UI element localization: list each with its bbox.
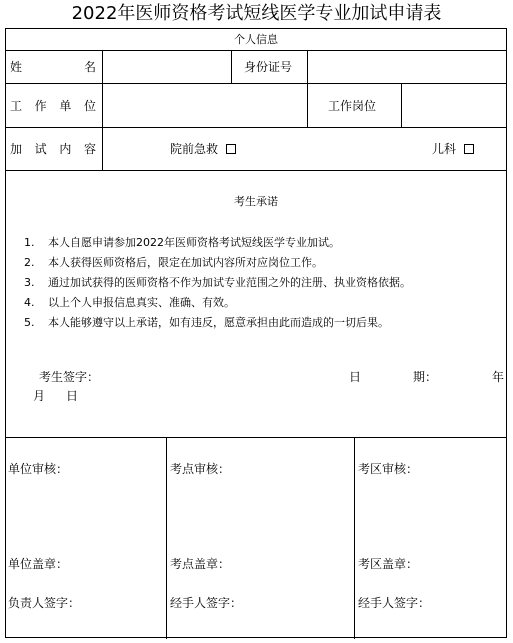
option-pediatrics[interactable]: 儿科 bbox=[432, 142, 474, 156]
id-number-field[interactable] bbox=[308, 51, 506, 83]
checkbox-prehospital[interactable] bbox=[226, 144, 236, 154]
id-number-label: 身份证号 bbox=[244, 60, 293, 74]
option-prehospital[interactable]: 院前急救 bbox=[170, 142, 236, 156]
candidate-signature-label: 考生签字： bbox=[39, 370, 100, 384]
divider bbox=[354, 437, 355, 639]
district-review-label: 考区审核： bbox=[358, 462, 419, 476]
divider bbox=[6, 437, 506, 438]
date-month-label: 月 bbox=[33, 389, 46, 403]
unit-seal-label: 单位盖章： bbox=[8, 557, 69, 571]
pledge-list bbox=[24, 233, 411, 333]
divider bbox=[307, 83, 308, 127]
district-seal-label: 考区盖章： bbox=[358, 557, 419, 571]
divider bbox=[231, 50, 232, 83]
date-label-qi: 期： bbox=[413, 370, 438, 384]
pledge-heading: 考生承诺 bbox=[234, 195, 278, 208]
application-form bbox=[5, 28, 507, 638]
form-title: 2022年医师资格考试短线医学专业加试申请表 bbox=[71, 3, 442, 24]
district-handler-signature-label: 经手人签字： bbox=[358, 596, 431, 610]
name-field[interactable] bbox=[103, 51, 231, 83]
checkbox-pediatrics[interactable] bbox=[464, 144, 474, 154]
pledge-item: 5. 本人能够遵守以上承诺，如有违反，愿意承担由此而造成的一切后果。 bbox=[24, 316, 389, 329]
divider bbox=[6, 127, 506, 128]
date-day-label: 日 bbox=[66, 389, 79, 403]
exam-content-label: 加 试 内 容 bbox=[10, 142, 96, 156]
pledge-item: 3. 通过加试获得的医师资格不作为加试专业范围之外的注册、执业资格依据。 bbox=[24, 276, 411, 289]
work-unit-label: 工 作 单 位 bbox=[10, 99, 96, 113]
pledge-item: 2. 本人获得医师资格后，限定在加试内容所对应岗位工作。 bbox=[24, 256, 323, 269]
pledge-item: 1. 本人自愿申请参加2022年医师资格考试短线医学专业加试。 bbox=[24, 236, 340, 249]
site-handler-signature-label: 经手人签字： bbox=[170, 596, 243, 610]
site-review-label: 考点审核： bbox=[170, 462, 231, 476]
work-post-label: 工作岗位 bbox=[328, 99, 377, 113]
unit-review-label: 单位审核： bbox=[8, 462, 69, 476]
divider bbox=[6, 170, 506, 171]
responsible-signature-label: 负责人签字： bbox=[8, 596, 81, 610]
section-personal-info: 个人信息 bbox=[234, 33, 278, 46]
work-unit-field[interactable] bbox=[103, 84, 307, 127]
work-post-field[interactable] bbox=[402, 84, 506, 127]
site-seal-label: 考点盖章： bbox=[170, 557, 231, 571]
date-year-label: 年 bbox=[492, 370, 505, 384]
divider bbox=[166, 437, 167, 639]
pledge-item: 4. 以上个人申报信息真实、准确、有效。 bbox=[24, 296, 235, 309]
date-label-ri: 日 bbox=[349, 370, 362, 384]
name-label: 姓 名 bbox=[10, 60, 96, 74]
